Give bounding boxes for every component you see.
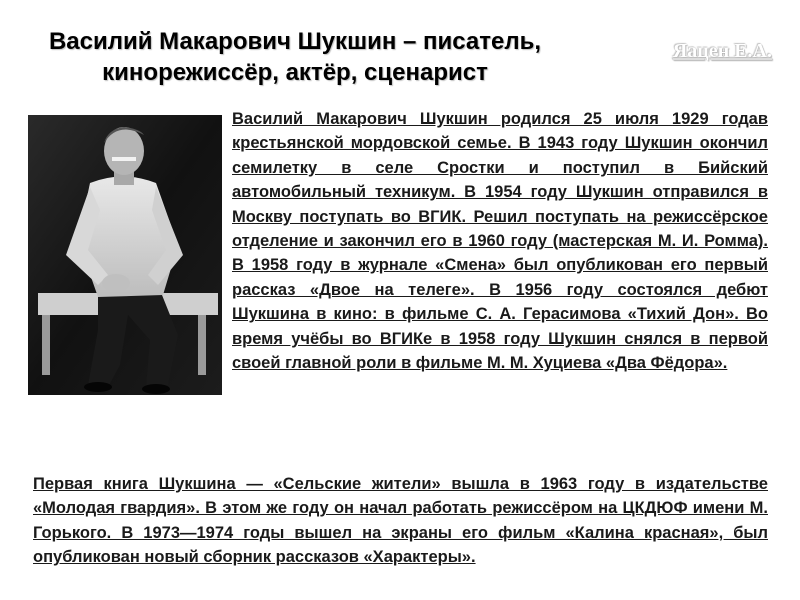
title-line-2: кинорежиссёр, актёр, сценарист [102,59,488,86]
biography-paragraph-2: Первая книга Шукшина — «Сельские жители» вышла в 1963 году в издательстве «Молодая гвардия». В этом же году он начал работать режиссёром на ЦКДЮФ имени М. Горького. В 1973—1974 годы вышел на экраны его фильм «Калина красная», был опубликован новый сборник рассказов «Характеры». [33,475,768,567]
biography-paragraph-1: Василий Макарович Шукшин родился 25 июля 1929 годав крестьянской мордовской семье. В 1943 году Шукшин окончил семилетку в селе Сростки и поступил в Бийский автомобильный техникум. В 1954 году Шукшин отправился в Москву поступать во ВГИК. Решил поступать на режиссёрское отделение и закончил его в 1960 году (мастерская М. И. Ромма). В 1958 году в журнале «Смена» был опубликован его первый рассказ «Двое на телеге». В 1956 году состоялся дебют Шукшина в кино: в фильме С. А. Герасимова «Тихий Дон». Во время учёбы во ВГИКе в 1958 году Шукшин снялся в первой своей главной роли в фильме М. М. Хуциева «Два Фёдора». [232,110,768,373]
title-line-1: Василий Макарович Шукшин – писатель, [48,28,542,55]
portrait-photo [28,115,222,395]
author-watermark: Яацен Е.А. [672,40,772,62]
slide-title [0,26,590,88]
